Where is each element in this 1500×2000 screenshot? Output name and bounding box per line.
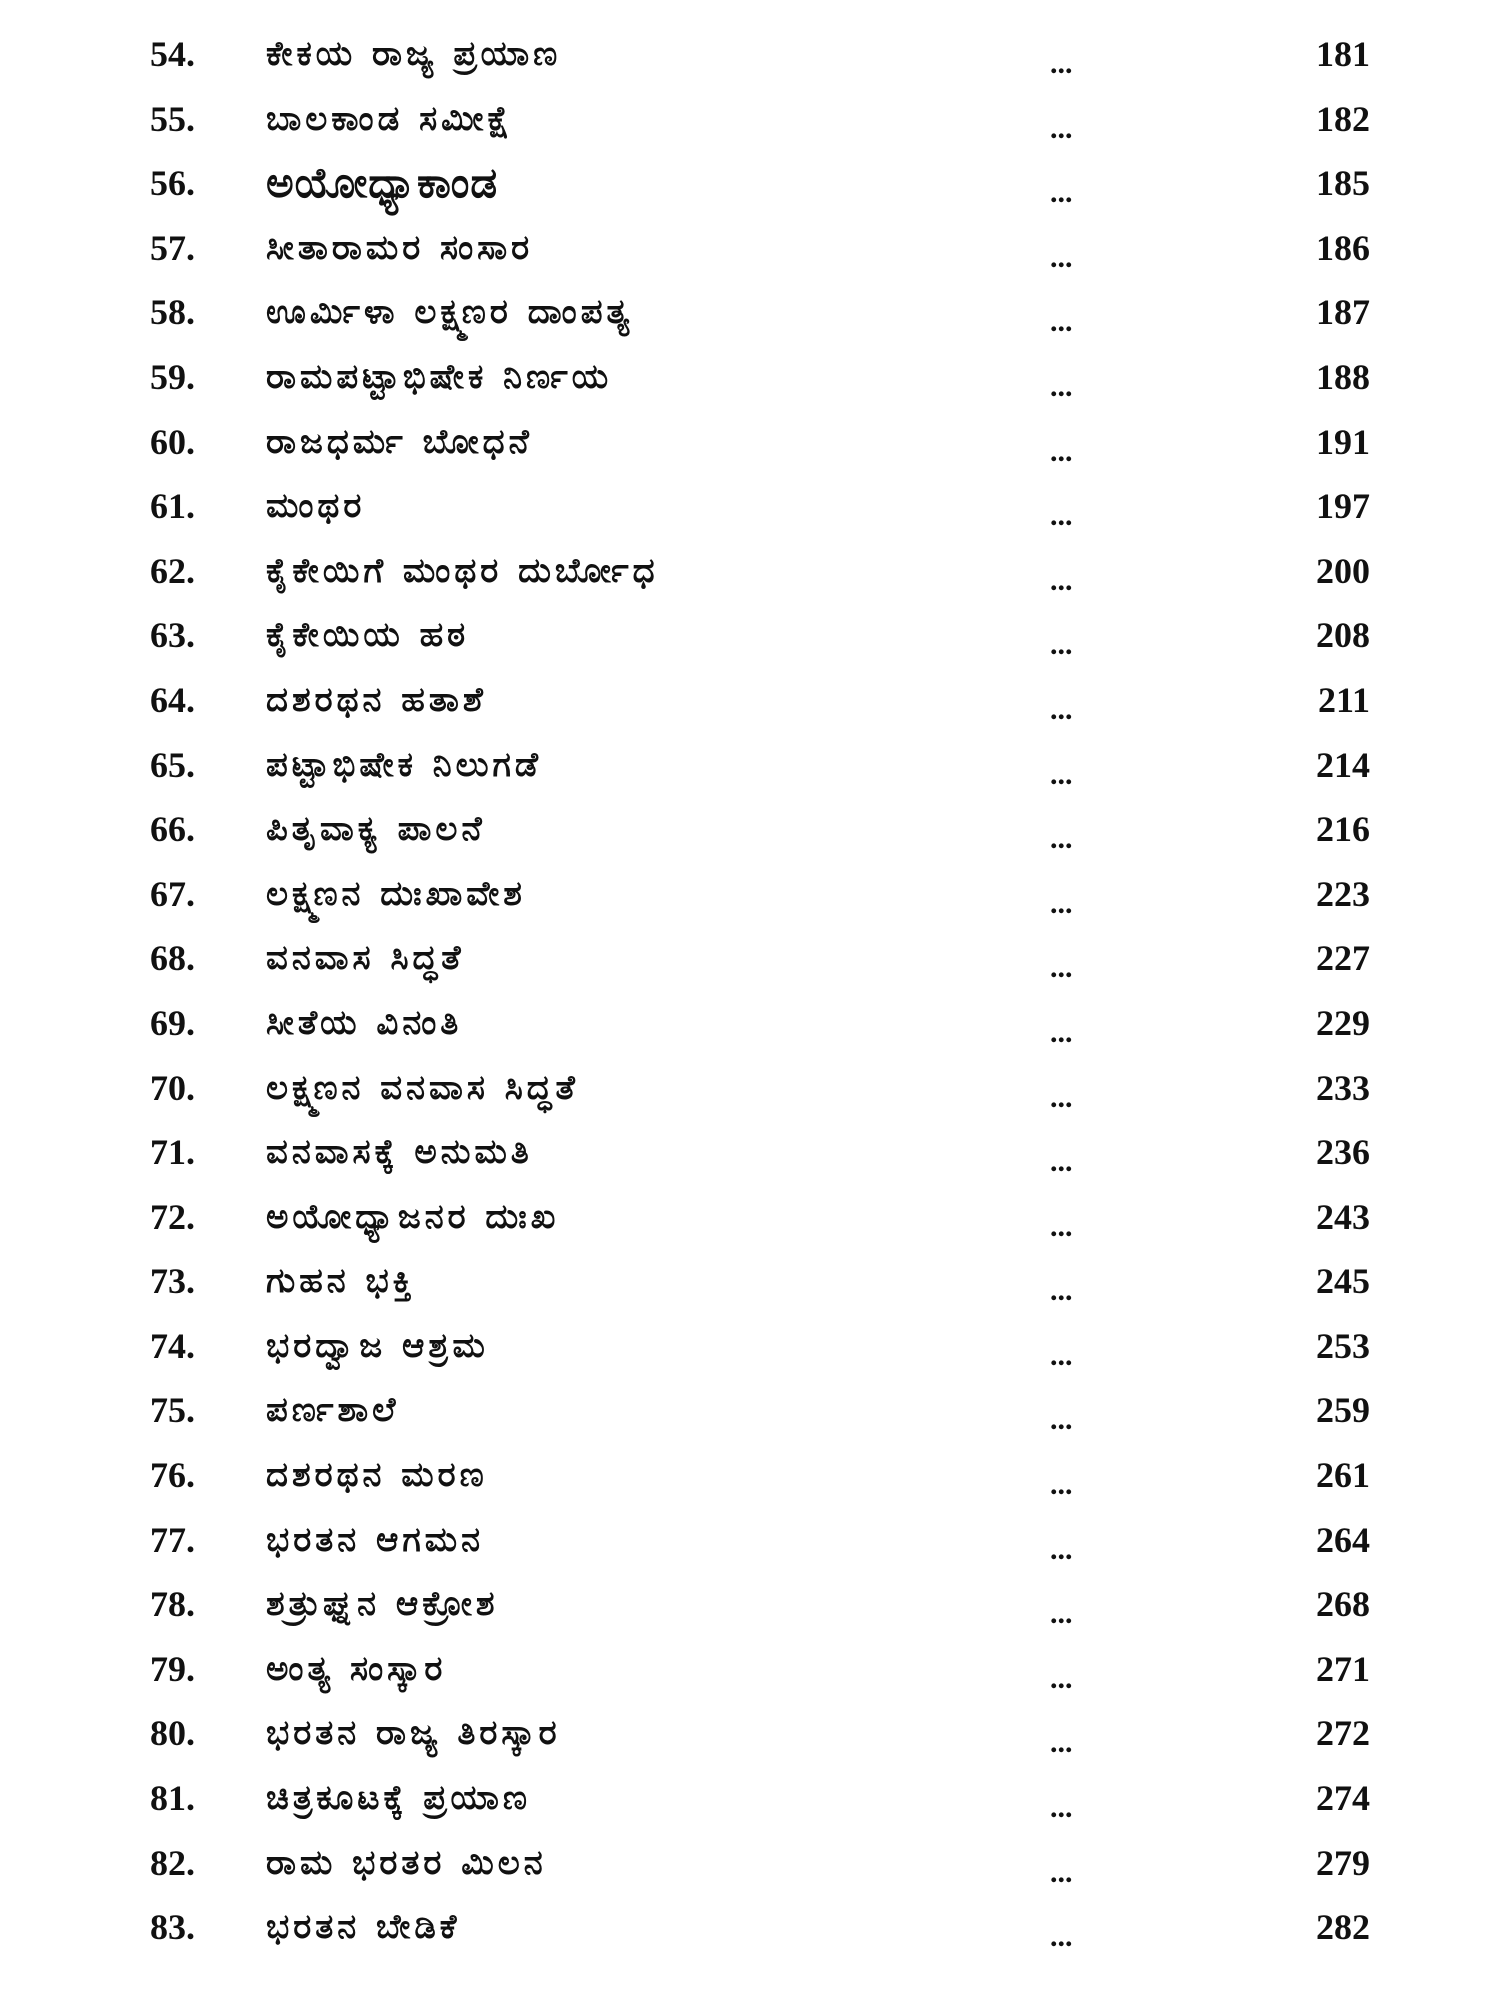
leader-dots: ... (1050, 1209, 1073, 1243)
toc-entry-65 (0, 733, 1500, 798)
leader-dots: ... (1050, 1403, 1073, 1437)
chapter-number: 60. (150, 421, 195, 462)
page-number: 181 (1316, 34, 1370, 74)
toc-entry-70 (0, 1056, 1500, 1121)
toc-entry-62 (0, 539, 1500, 604)
chapter-title: ಭರದ್ವಾಜ ಆಶ್ರಮ (266, 1325, 489, 1366)
chapter-number: 58. (150, 292, 195, 333)
chapter-number: 62. (150, 550, 195, 591)
page-number: 185 (1316, 163, 1370, 204)
chapter-number: 82. (150, 1842, 195, 1883)
leader-dots: ... (1050, 951, 1073, 985)
chapter-title: ಪಿತೃವಾಕ್ಯ ಪಾಲನೆ (266, 809, 486, 850)
leader-dots: ... (1050, 1920, 1073, 1954)
leader-dots: ... (1050, 1532, 1073, 1566)
toc-entry-68 (0, 926, 1500, 991)
chapter-title: ರಾಜಧರ್ಮ ಬೋಧನೆ (266, 421, 533, 462)
leader-dots: ... (1050, 1661, 1073, 1695)
chapter-number: 69. (150, 1002, 195, 1043)
chapter-number: 70. (150, 1067, 195, 1108)
chapter-title: ವನವಾಸ ಸಿದ್ಧತೆ (266, 938, 465, 979)
leader-dots: ... (1050, 822, 1073, 856)
toc-entry-74 (0, 1314, 1500, 1379)
chapter-number: 75. (150, 1390, 195, 1431)
chapter-number: 71. (150, 1132, 195, 1173)
chapter-title: ಸೀತೆಯ ವಿನಂತಿ (266, 1002, 463, 1043)
toc-entry-76 (0, 1443, 1500, 1508)
leader-dots: ... (1050, 1015, 1073, 1049)
leader-dots: ... (1050, 499, 1073, 533)
leader-dots: ... (1050, 1791, 1073, 1825)
page-number: 233 (1316, 1067, 1370, 1108)
chapter-number: 54. (150, 34, 195, 74)
chapter-title: ಊರ್ಮಿಳಾ ಲಕ್ಷ್ಮಣರ ದಾಂಪತ್ಯ (266, 292, 634, 333)
page-number: 243 (1316, 1196, 1370, 1237)
chapter-number: 83. (150, 1907, 195, 1948)
toc-entry-58 (0, 280, 1500, 345)
chapter-title: ಅಯೋಧ್ಯಾಜನರ ದುಃಖ (266, 1196, 560, 1237)
toc-entry-79 (0, 1637, 1500, 1702)
page-number: 200 (1316, 550, 1370, 591)
chapter-title: ಕೈಕೇಯಿಯ ಹಠ (266, 615, 470, 656)
chapter-number: 63. (150, 615, 195, 656)
page-number: 282 (1316, 1907, 1370, 1948)
chapter-title: ವನವಾಸಕ್ಕೆ ಅನುಮತಿ (266, 1132, 533, 1173)
page-number: 223 (1316, 873, 1370, 914)
chapter-number: 61. (150, 486, 195, 527)
page-number: 187 (1316, 292, 1370, 333)
leader-dots: ... (1050, 176, 1073, 210)
chapter-title: ಗುಹನ ಭಕ್ತಿ (266, 1261, 416, 1302)
page-number: 274 (1316, 1778, 1370, 1819)
leader-dots: ... (1050, 1726, 1073, 1760)
chapter-number: 81. (150, 1778, 195, 1819)
toc-entry-61 (0, 474, 1500, 539)
chapter-title: ಅಂತ್ಯ ಸಂಸ್ಕಾರ (266, 1648, 447, 1689)
page-number: 188 (1316, 356, 1370, 397)
chapter-title: ಕೈಕೇಯಿಗೆ ಮಂಥರ ದುರ್ಬೋಧ (266, 550, 659, 591)
leader-dots: ... (1050, 111, 1073, 145)
leader-dots: ... (1050, 563, 1073, 597)
page-number: 271 (1316, 1648, 1370, 1689)
chapter-number: 64. (150, 679, 195, 720)
page-number: 211 (1317, 679, 1370, 720)
toc-entry-59 (0, 345, 1500, 410)
leader-dots: ... (1050, 434, 1073, 468)
leader-dots: ... (1050, 1855, 1073, 1889)
chapter-title: ರಾಮಪಟ್ಟಾಭಿಷೇಕ ನಿರ್ಣಯ (266, 356, 613, 397)
toc-entry-60 (0, 410, 1500, 475)
leader-dots: ... (1050, 1338, 1073, 1372)
chapter-number: 73. (150, 1261, 195, 1302)
leader-dots: ... (1050, 305, 1073, 339)
table-of-contents (0, 22, 1500, 1960)
toc-entry-78 (0, 1572, 1500, 1637)
chapter-number: 74. (150, 1325, 195, 1366)
toc-entry-63 (0, 603, 1500, 668)
leader-dots: ... (1050, 757, 1073, 791)
page-number: 268 (1316, 1584, 1370, 1625)
page-number: 214 (1316, 744, 1370, 785)
page-number: 279 (1316, 1842, 1370, 1883)
page-number: 216 (1316, 809, 1370, 850)
chapter-number: 78. (150, 1584, 195, 1625)
chapter-title: ಭರತನ ರಾಜ್ಯ ತಿರಸ್ಕಾರ (266, 1713, 561, 1754)
toc-entry-71 (0, 1120, 1500, 1185)
page-number: 261 (1316, 1455, 1370, 1496)
chapter-title: ಸೀತಾರಾಮರ ಸಂಸಾರ (266, 227, 534, 268)
leader-dots: ... (1050, 1597, 1073, 1631)
leader-dots: ... (1050, 369, 1073, 403)
page-number: 186 (1316, 227, 1370, 268)
toc-entry-66 (0, 797, 1500, 862)
page-number: 259 (1316, 1390, 1370, 1431)
leader-dots: ... (1050, 47, 1073, 80)
toc-entry-80 (0, 1701, 1500, 1766)
chapter-title: ದಶರಥನ ಹತಾಶೆ (266, 679, 487, 720)
chapter-number: 79. (150, 1648, 195, 1689)
chapter-number: 65. (150, 744, 195, 785)
page-number: 197 (1316, 486, 1370, 527)
toc-entry-57 (0, 216, 1500, 281)
page-number: 245 (1316, 1261, 1370, 1302)
leader-dots: ... (1050, 1274, 1073, 1308)
toc-entry-81 (0, 1766, 1500, 1831)
chapter-number: 66. (150, 809, 195, 850)
page-number: 227 (1316, 938, 1370, 979)
leader-dots: ... (1050, 692, 1073, 726)
chapter-number: 59. (150, 356, 195, 397)
chapter-title: ಲಕ್ಷ್ಮಣನ ವನವಾಸ ಸಿದ್ಧತೆ (266, 1067, 579, 1108)
toc-entry-55 (0, 87, 1500, 152)
chapter-title: ಮಂಥರ (266, 486, 366, 527)
chapter-title: ದಶರಥನ ಮರಣ (266, 1455, 488, 1496)
chapter-title: ಅಯೋಧ್ಯಾಕಾಂಡ (266, 158, 499, 208)
chapter-title: ಶತ್ರುಘ್ನನ ಆಕ್ರೋಶ (266, 1584, 499, 1625)
toc-entry-67 (0, 862, 1500, 927)
leader-dots: ... (1050, 886, 1073, 920)
toc-entry-54 (0, 22, 1500, 87)
page-number: 208 (1316, 615, 1370, 656)
chapter-title: ಪರ್ಣಶಾಲೆ (266, 1390, 400, 1431)
chapter-title: ಕೇಕಯ ರಾಜ್ಯ ಪ್ರಯಾಣ (266, 34, 562, 74)
leader-dots: ... (1050, 1145, 1073, 1179)
leader-dots: ... (1050, 240, 1073, 274)
toc-entry-64 (0, 668, 1500, 733)
toc-entry-82 (0, 1831, 1500, 1896)
chapter-number: 80. (150, 1713, 195, 1754)
page-number: 272 (1316, 1713, 1370, 1754)
chapter-title: ಭರತನ ಬೇಡಿಕೆ (266, 1907, 461, 1948)
chapter-number: 56. (150, 163, 195, 204)
chapter-title: ಲಕ್ಷ್ಮಣನ ದುಃಖಾವೇಶ (266, 873, 526, 914)
page-number: 229 (1316, 1002, 1370, 1043)
leader-dots: ... (1050, 1080, 1073, 1114)
chapter-number: 67. (150, 873, 195, 914)
toc-entry-75 (0, 1378, 1500, 1443)
leader-dots: ... (1050, 628, 1073, 662)
page-number: 236 (1316, 1132, 1370, 1173)
chapter-number: 55. (150, 98, 195, 139)
page-number: 182 (1316, 98, 1370, 139)
page-number: 253 (1316, 1325, 1370, 1366)
chapter-title: ಬಾಲಕಾಂಡ ಸಮೀಕ್ಷೆ (266, 98, 514, 139)
toc-entry-72 (0, 1185, 1500, 1250)
toc-entry-77 (0, 1508, 1500, 1573)
leader-dots: ... (1050, 1468, 1073, 1502)
toc-entry-69 (0, 991, 1500, 1056)
chapter-number: 77. (150, 1519, 195, 1560)
chapter-number: 72. (150, 1196, 195, 1237)
toc-entry-56 (0, 151, 1500, 216)
toc-entry-73 (0, 1249, 1500, 1314)
page-number: 264 (1316, 1519, 1370, 1560)
chapter-title: ಪಟ್ಟಾಭಿಷೇಕ ನಿಲುಗಡೆ (266, 744, 542, 785)
chapter-title: ಚಿತ್ರಕೂಟಕ್ಕೆ ಪ್ರಯಾಣ (266, 1778, 532, 1819)
chapter-title: ರಾಮ ಭರತರ ಮಿಲನ (266, 1842, 547, 1883)
page-number: 191 (1316, 421, 1370, 462)
toc-entry-83 (0, 1895, 1500, 1960)
chapter-number: 57. (150, 227, 195, 268)
chapter-title: ಭರತನ ಆಗಮನ (266, 1519, 485, 1560)
chapter-number: 76. (150, 1455, 195, 1496)
chapter-number: 68. (150, 938, 195, 979)
